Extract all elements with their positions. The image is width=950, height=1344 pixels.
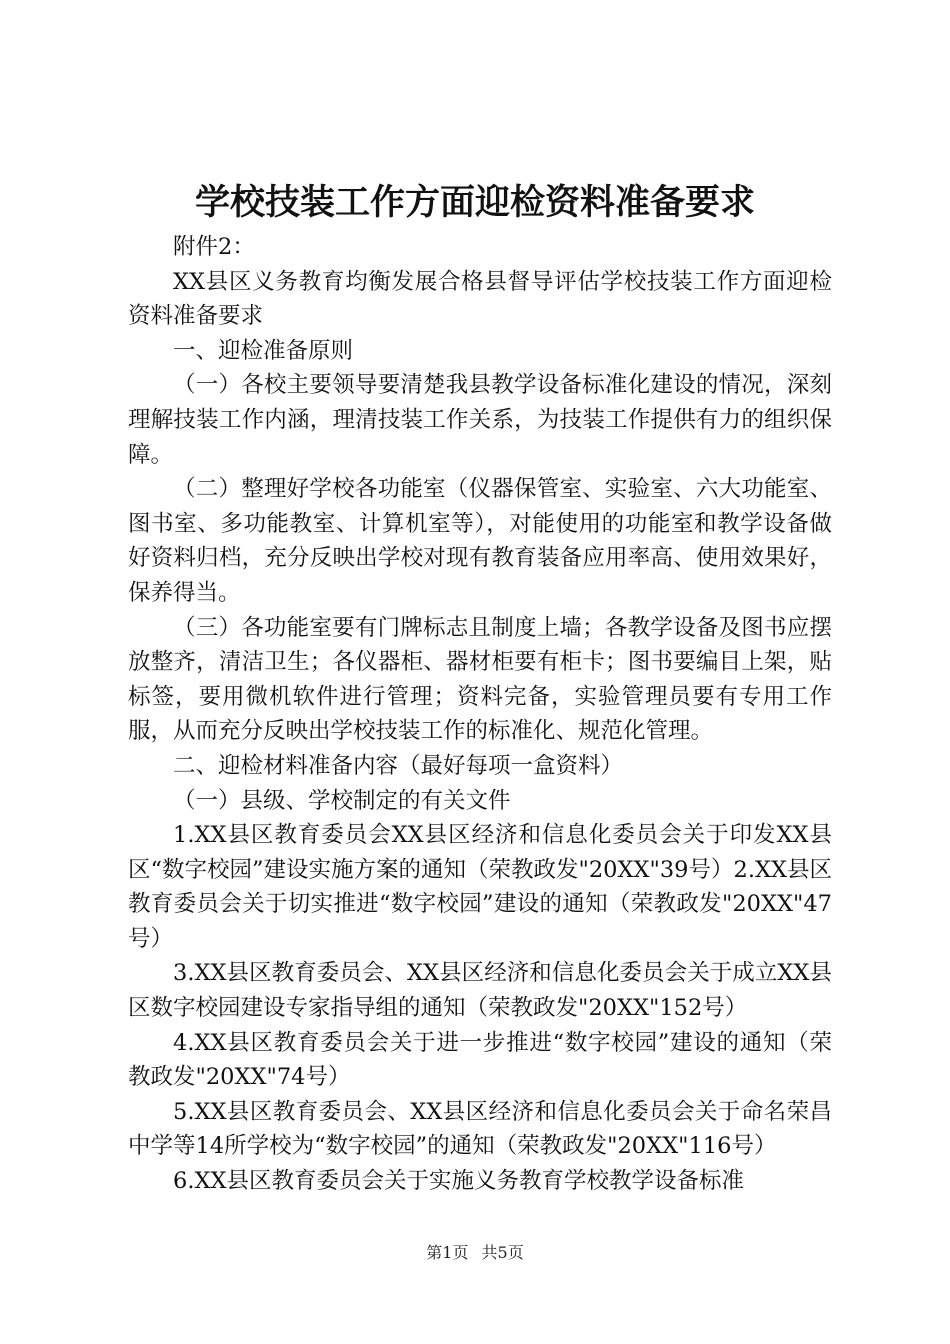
paragraph-subtitle: XX县区义务教育均衡发展合格县督导评估学校技装工作方面迎检资料准备要求 [128,268,832,330]
section-heading-principles: 一、迎检准备原则 [173,337,354,364]
page-total: 共5页 [481,1243,524,1262]
section-heading-materials: 二、迎检材料准备内容（最好每项一盒资料） [173,752,624,779]
subsection-heading-documents: （一）县级、学校制定的有关文件 [173,787,511,814]
page-number: 第1页 [426,1243,469,1262]
paragraph-principle-2: （二）整理好学校各功能室（仪器保管室、实验室、六大功能室、图书室、多功能教室、计算机室等），对能使用的功能室和教学设备做好资料归档，充分反映出学校对现有教育装备应用率高、使用效果好，保养得当。 [128,476,832,606]
list-item-document-4: 4.XX县区教育委员会关于进一步推进“数字校园”建设的通知（荣教政发"20XX"74号） [128,1029,832,1091]
paragraph-principle-1: （一）各校主要领导要清楚我县教学设备标准化建设的情况，深刻理解技装工作内涵，理清技装工作关系，为技装工作提供有力的组织保障。 [128,372,832,468]
page-footer [0,1240,950,1263]
list-item-document-6: 6.XX县区教育委员会关于实施义务教育学校教学设备标准 [173,1168,745,1195]
paragraph-principle-3: （三）各功能室要有门牌标志且制度上墙；各教学设备及图书应摆放整齐，清洁卫生；各仪器柜、器材柜要有柜卡；图书要编目上架，贴标签，要用微机软件进行管理；资料完备，实验管理员要有专用工作服，从而充分反映出学校技装工作的标准化、规范化管理。 [128,614,832,745]
paragraph-attachment-label: 附件2： [173,234,255,260]
list-item-document-1-2: 1.XX县区教育委员会XX县区经济和信息化委员会关于印发XX县区“数字校园”建设实施方案的通知（荣教政发"20XX"39号）2.XX县区教育委员会关于切实推进“数字校园”建设的通知（荣教政发"20XX"47号） [128,822,833,952]
document-body [128,230,832,1199]
list-item-document-5: 5.XX县区教育委员会、XX县区经济和信息化委员会关于命名荣昌中学等14所学校为“数字校园”的通知（荣教政发"20XX"116号） [128,1098,832,1160]
list-item-document-3: 3.XX县区教育委员会、XX县区经济和信息化委员会关于成立XX县区数字校园建设专家指导组的通知（荣教政发"20XX"152号） [128,960,832,1022]
document-title: 学校技装工作方面迎检资料准备要求 [194,182,755,223]
